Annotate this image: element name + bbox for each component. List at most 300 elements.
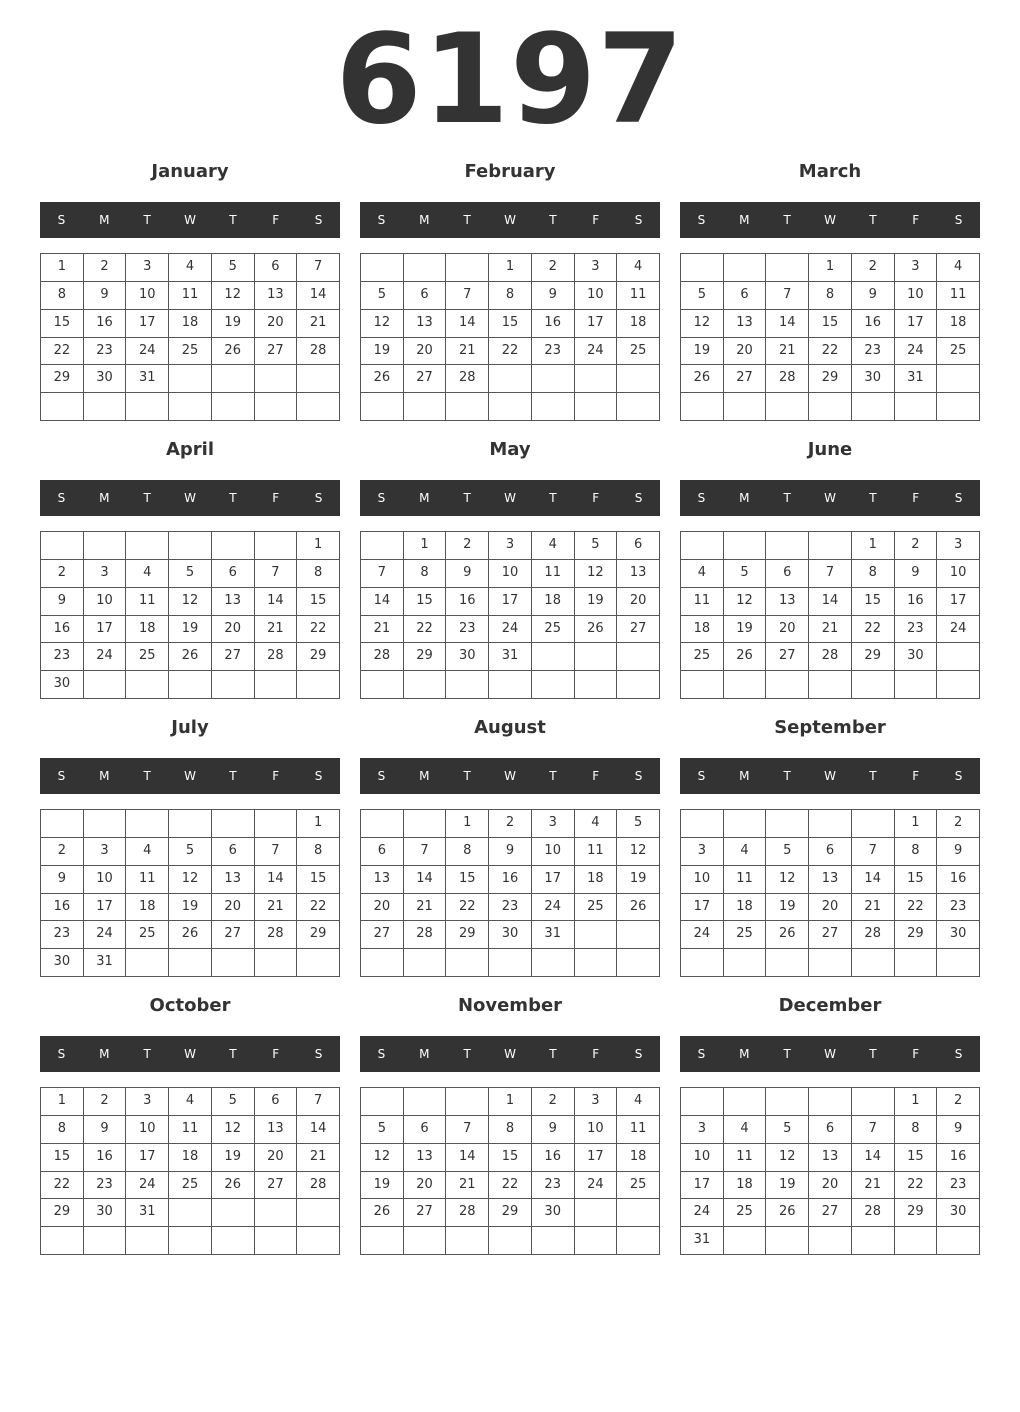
- weekday-label: T: [869, 769, 877, 783]
- day-cell: 13: [255, 1116, 298, 1144]
- day-cell: 5: [169, 838, 212, 866]
- empty-day-cell: [724, 393, 767, 421]
- empty-day-cell: [532, 643, 575, 671]
- empty-day-cell: [809, 949, 852, 977]
- day-cell: 4: [169, 1088, 212, 1116]
- day-cell: 14: [852, 1144, 895, 1172]
- day-cell: 3: [84, 560, 127, 588]
- empty-day-cell: [617, 921, 660, 949]
- empty-day-cell: [212, 949, 255, 977]
- day-cell: 16: [84, 310, 127, 338]
- day-cell: 26: [617, 894, 660, 922]
- weekday-label: F: [912, 769, 920, 783]
- weekday-label: T: [143, 1047, 151, 1061]
- day-cell: 13: [724, 310, 767, 338]
- day-cell: 5: [361, 1116, 404, 1144]
- empty-day-cell: [617, 949, 660, 977]
- weekday-label: W: [504, 213, 516, 227]
- empty-day-cell: [404, 1088, 447, 1116]
- day-cell: 13: [255, 282, 298, 310]
- weekday-header: [360, 480, 660, 516]
- weekday-label: T: [783, 769, 791, 783]
- day-cell: 19: [617, 866, 660, 894]
- empty-day-cell: [212, 532, 255, 560]
- day-cell: 27: [404, 1199, 447, 1227]
- empty-day-cell: [852, 1227, 895, 1255]
- day-cell: 4: [681, 560, 724, 588]
- empty-day-cell: [169, 1199, 212, 1227]
- day-cell: 18: [617, 1144, 660, 1172]
- day-cell: 7: [446, 282, 489, 310]
- empty-day-cell: [446, 1088, 489, 1116]
- day-cell: 1: [809, 254, 852, 282]
- day-cell: 22: [297, 616, 340, 644]
- day-cell: 7: [852, 838, 895, 866]
- day-cell: 24: [575, 338, 618, 366]
- day-cell: 17: [84, 616, 127, 644]
- day-cell: 29: [297, 643, 340, 671]
- day-cell: 1: [852, 532, 895, 560]
- day-cell: 13: [809, 866, 852, 894]
- day-cell: 18: [724, 1172, 767, 1200]
- day-cell: 23: [41, 921, 84, 949]
- weekday-label: S: [634, 491, 643, 505]
- empty-day-cell: [361, 254, 404, 282]
- day-cell: 17: [937, 588, 980, 616]
- empty-day-cell: [681, 1088, 724, 1116]
- empty-day-cell: [255, 532, 298, 560]
- day-cell: 19: [169, 616, 212, 644]
- days-grid: [680, 531, 980, 699]
- day-cell: 3: [575, 254, 618, 282]
- day-cell: 30: [852, 365, 895, 393]
- empty-day-cell: [169, 393, 212, 421]
- day-cell: 15: [895, 1144, 938, 1172]
- day-cell: 5: [361, 282, 404, 310]
- weekday-header: [680, 758, 980, 794]
- day-cell: 4: [532, 532, 575, 560]
- day-cell: 9: [84, 1116, 127, 1144]
- empty-day-cell: [255, 949, 298, 977]
- day-cell: 19: [212, 310, 255, 338]
- empty-day-cell: [937, 365, 980, 393]
- day-cell: 30: [489, 921, 532, 949]
- weekday-label: T: [229, 1047, 237, 1061]
- day-cell: 19: [212, 1144, 255, 1172]
- empty-day-cell: [446, 1227, 489, 1255]
- weekday-label: S: [377, 1047, 386, 1061]
- day-cell: 10: [575, 1116, 618, 1144]
- month-title: August: [474, 717, 546, 738]
- weekday-header: [360, 202, 660, 238]
- weekday-header: [40, 480, 340, 516]
- day-cell: 17: [126, 1144, 169, 1172]
- day-cell: 15: [41, 310, 84, 338]
- day-cell: 11: [681, 588, 724, 616]
- day-cell: 14: [766, 310, 809, 338]
- day-cell: 19: [361, 338, 404, 366]
- day-cell: 21: [446, 1172, 489, 1200]
- empty-day-cell: [297, 1227, 340, 1255]
- day-cell: 3: [681, 838, 724, 866]
- day-cell: 6: [617, 532, 660, 560]
- day-cell: 21: [852, 1172, 895, 1200]
- empty-day-cell: [809, 532, 852, 560]
- day-cell: 30: [84, 365, 127, 393]
- day-cell: 30: [895, 643, 938, 671]
- weekday-label: S: [57, 1047, 66, 1061]
- day-cell: 3: [895, 254, 938, 282]
- empty-day-cell: [575, 365, 618, 393]
- day-cell: 28: [446, 365, 489, 393]
- empty-day-cell: [212, 365, 255, 393]
- day-cell: 3: [126, 1088, 169, 1116]
- day-cell: 3: [937, 532, 980, 560]
- weekday-label: T: [463, 769, 471, 783]
- empty-day-cell: [446, 393, 489, 421]
- empty-day-cell: [41, 393, 84, 421]
- day-cell: 5: [766, 1116, 809, 1144]
- day-cell: 15: [809, 310, 852, 338]
- day-cell: 4: [617, 254, 660, 282]
- day-cell: 31: [489, 643, 532, 671]
- day-cell: 25: [724, 1199, 767, 1227]
- day-cell: 18: [681, 616, 724, 644]
- weekday-label: T: [549, 1047, 557, 1061]
- day-cell: 13: [617, 560, 660, 588]
- day-cell: 19: [766, 1172, 809, 1200]
- day-cell: 26: [766, 1199, 809, 1227]
- day-cell: 8: [809, 282, 852, 310]
- weekday-label: W: [824, 769, 836, 783]
- empty-day-cell: [766, 254, 809, 282]
- day-cell: 14: [297, 1116, 340, 1144]
- day-cell: 26: [361, 365, 404, 393]
- weekday-header: [40, 202, 340, 238]
- weekday-label: T: [143, 213, 151, 227]
- day-cell: 5: [766, 838, 809, 866]
- day-cell: 5: [212, 254, 255, 282]
- day-cell: 19: [575, 588, 618, 616]
- day-cell: 22: [489, 338, 532, 366]
- day-cell: 8: [297, 560, 340, 588]
- day-cell: 23: [84, 1172, 127, 1200]
- empty-day-cell: [681, 532, 724, 560]
- month-title: November: [457, 995, 563, 1016]
- day-cell: 22: [404, 616, 447, 644]
- day-cell: 7: [297, 254, 340, 282]
- day-cell: 4: [126, 560, 169, 588]
- day-cell: 26: [169, 921, 212, 949]
- day-cell: 21: [361, 616, 404, 644]
- weekday-label: F: [272, 769, 280, 783]
- days-grid: [40, 531, 340, 699]
- day-cell: 21: [297, 310, 340, 338]
- day-cell: 15: [446, 866, 489, 894]
- empty-day-cell: [489, 365, 532, 393]
- day-cell: 10: [489, 560, 532, 588]
- day-cell: 8: [41, 1116, 84, 1144]
- day-cell: 1: [895, 1088, 938, 1116]
- weekday-label: M: [419, 1047, 430, 1061]
- day-cell: 28: [852, 1199, 895, 1227]
- day-cell: 10: [84, 866, 127, 894]
- day-cell: 23: [532, 338, 575, 366]
- weekday-label: T: [783, 213, 791, 227]
- day-cell: 12: [169, 588, 212, 616]
- day-cell: 17: [681, 894, 724, 922]
- weekday-label: S: [634, 1047, 643, 1061]
- day-cell: 2: [532, 254, 575, 282]
- day-cell: 4: [575, 810, 618, 838]
- day-cell: 10: [937, 560, 980, 588]
- day-cell: 3: [489, 532, 532, 560]
- day-cell: 20: [809, 894, 852, 922]
- weekday-label: F: [272, 491, 280, 505]
- weekday-label: M: [739, 1047, 750, 1061]
- day-cell: 24: [937, 616, 980, 644]
- day-cell: 27: [809, 1199, 852, 1227]
- weekday-label: S: [314, 769, 323, 783]
- day-cell: 4: [169, 254, 212, 282]
- weekday-label: M: [99, 769, 110, 783]
- day-cell: 3: [575, 1088, 618, 1116]
- day-cell: 12: [212, 1116, 255, 1144]
- weekday-label: W: [184, 213, 196, 227]
- day-cell: 17: [489, 588, 532, 616]
- weekday-label: W: [184, 769, 196, 783]
- empty-day-cell: [937, 1227, 980, 1255]
- weekday-label: W: [504, 1047, 516, 1061]
- day-cell: 6: [766, 560, 809, 588]
- empty-day-cell: [41, 532, 84, 560]
- empty-day-cell: [766, 810, 809, 838]
- weekday-label: W: [184, 1047, 196, 1061]
- day-cell: 10: [84, 588, 127, 616]
- day-cell: 4: [937, 254, 980, 282]
- day-cell: 29: [895, 921, 938, 949]
- day-cell: 20: [724, 338, 767, 366]
- day-cell: 8: [404, 560, 447, 588]
- empty-day-cell: [255, 1227, 298, 1255]
- day-cell: 9: [532, 282, 575, 310]
- day-cell: 25: [126, 921, 169, 949]
- weekday-label: M: [419, 769, 430, 783]
- day-cell: 25: [169, 338, 212, 366]
- empty-day-cell: [404, 671, 447, 699]
- day-cell: 27: [809, 921, 852, 949]
- empty-day-cell: [937, 671, 980, 699]
- days-grid: [40, 809, 340, 977]
- empty-day-cell: [895, 671, 938, 699]
- days-grid: [360, 531, 660, 699]
- day-cell: 26: [169, 643, 212, 671]
- day-cell: 12: [212, 282, 255, 310]
- month-title: October: [149, 995, 231, 1016]
- day-cell: 11: [169, 1116, 212, 1144]
- empty-day-cell: [361, 532, 404, 560]
- day-cell: 13: [404, 1144, 447, 1172]
- weekday-label: F: [592, 213, 600, 227]
- day-cell: 25: [617, 1172, 660, 1200]
- day-cell: 28: [255, 921, 298, 949]
- weekday-label: T: [783, 1047, 791, 1061]
- day-cell: 8: [446, 838, 489, 866]
- weekday-label: M: [739, 769, 750, 783]
- empty-day-cell: [126, 393, 169, 421]
- day-cell: 1: [297, 532, 340, 560]
- weekday-label: T: [549, 491, 557, 505]
- weekday-label: T: [869, 1047, 877, 1061]
- month-title: March: [798, 161, 862, 182]
- day-cell: 28: [809, 643, 852, 671]
- day-cell: 23: [937, 1172, 980, 1200]
- day-cell: 22: [41, 338, 84, 366]
- day-cell: 22: [446, 894, 489, 922]
- empty-day-cell: [126, 949, 169, 977]
- day-cell: 13: [212, 588, 255, 616]
- day-cell: 12: [361, 310, 404, 338]
- day-cell: 20: [212, 894, 255, 922]
- weekday-label: W: [504, 769, 516, 783]
- empty-day-cell: [766, 949, 809, 977]
- day-cell: 24: [575, 1172, 618, 1200]
- weekday-header: [360, 1036, 660, 1072]
- weekday-label: S: [57, 491, 66, 505]
- weekday-label: S: [314, 491, 323, 505]
- empty-day-cell: [361, 393, 404, 421]
- empty-day-cell: [297, 1199, 340, 1227]
- day-cell: 15: [404, 588, 447, 616]
- day-cell: 27: [617, 616, 660, 644]
- empty-day-cell: [84, 393, 127, 421]
- day-cell: 12: [681, 310, 724, 338]
- day-cell: 2: [446, 532, 489, 560]
- empty-day-cell: [766, 393, 809, 421]
- weekday-label: T: [143, 769, 151, 783]
- weekday-label: M: [419, 213, 430, 227]
- day-cell: 20: [361, 894, 404, 922]
- day-cell: 2: [84, 254, 127, 282]
- day-cell: 7: [404, 838, 447, 866]
- month-title: February: [464, 161, 556, 182]
- empty-day-cell: [126, 1227, 169, 1255]
- weekday-label: T: [783, 491, 791, 505]
- day-cell: 14: [255, 588, 298, 616]
- weekday-label: T: [463, 213, 471, 227]
- days-grid: [680, 253, 980, 421]
- empty-day-cell: [361, 1227, 404, 1255]
- day-cell: 10: [532, 838, 575, 866]
- day-cell: 2: [41, 560, 84, 588]
- day-cell: 1: [404, 532, 447, 560]
- empty-day-cell: [809, 393, 852, 421]
- day-cell: 25: [532, 616, 575, 644]
- days-grid: [40, 1087, 340, 1255]
- day-cell: 11: [724, 1144, 767, 1172]
- empty-day-cell: [404, 1227, 447, 1255]
- weekday-label: T: [229, 213, 237, 227]
- day-cell: 17: [575, 1144, 618, 1172]
- day-cell: 22: [489, 1172, 532, 1200]
- day-cell: 21: [255, 894, 298, 922]
- day-cell: 29: [809, 365, 852, 393]
- day-cell: 18: [126, 894, 169, 922]
- day-cell: 27: [212, 921, 255, 949]
- empty-day-cell: [575, 671, 618, 699]
- day-cell: 9: [41, 588, 84, 616]
- day-cell: 6: [255, 1088, 298, 1116]
- empty-day-cell: [724, 1227, 767, 1255]
- empty-day-cell: [255, 671, 298, 699]
- month-title: January: [151, 161, 229, 182]
- day-cell: 9: [446, 560, 489, 588]
- weekday-label: F: [592, 1047, 600, 1061]
- day-cell: 19: [766, 894, 809, 922]
- weekday-label: T: [869, 213, 877, 227]
- empty-day-cell: [681, 254, 724, 282]
- day-cell: 7: [297, 1088, 340, 1116]
- empty-day-cell: [895, 393, 938, 421]
- empty-day-cell: [489, 393, 532, 421]
- day-cell: 16: [937, 866, 980, 894]
- day-cell: 27: [255, 1172, 298, 1200]
- day-cell: 24: [681, 1199, 724, 1227]
- day-cell: 5: [212, 1088, 255, 1116]
- day-cell: 21: [297, 1144, 340, 1172]
- empty-day-cell: [724, 532, 767, 560]
- day-cell: 22: [895, 1172, 938, 1200]
- day-cell: 28: [404, 921, 447, 949]
- day-cell: 14: [255, 866, 298, 894]
- day-cell: 26: [681, 365, 724, 393]
- day-cell: 21: [404, 894, 447, 922]
- empty-day-cell: [297, 949, 340, 977]
- empty-day-cell: [852, 393, 895, 421]
- day-cell: 5: [617, 810, 660, 838]
- day-cell: 31: [84, 949, 127, 977]
- day-cell: 18: [617, 310, 660, 338]
- day-cell: 6: [361, 838, 404, 866]
- empty-day-cell: [766, 1227, 809, 1255]
- day-cell: 24: [681, 921, 724, 949]
- empty-day-cell: [255, 1199, 298, 1227]
- empty-day-cell: [809, 671, 852, 699]
- day-cell: 20: [404, 338, 447, 366]
- weekday-label: F: [912, 491, 920, 505]
- days-grid: [360, 809, 660, 977]
- empty-day-cell: [575, 1227, 618, 1255]
- day-cell: 9: [532, 1116, 575, 1144]
- day-cell: 24: [532, 894, 575, 922]
- empty-day-cell: [937, 949, 980, 977]
- day-cell: 9: [852, 282, 895, 310]
- empty-day-cell: [766, 671, 809, 699]
- weekday-label: S: [377, 213, 386, 227]
- month-title: May: [489, 439, 531, 460]
- day-cell: 21: [766, 338, 809, 366]
- day-cell: 11: [126, 866, 169, 894]
- day-cell: 31: [895, 365, 938, 393]
- empty-day-cell: [532, 365, 575, 393]
- day-cell: 25: [681, 643, 724, 671]
- day-cell: 31: [532, 921, 575, 949]
- day-cell: 5: [575, 532, 618, 560]
- day-cell: 29: [446, 921, 489, 949]
- day-cell: 7: [255, 838, 298, 866]
- empty-day-cell: [681, 671, 724, 699]
- day-cell: 15: [489, 1144, 532, 1172]
